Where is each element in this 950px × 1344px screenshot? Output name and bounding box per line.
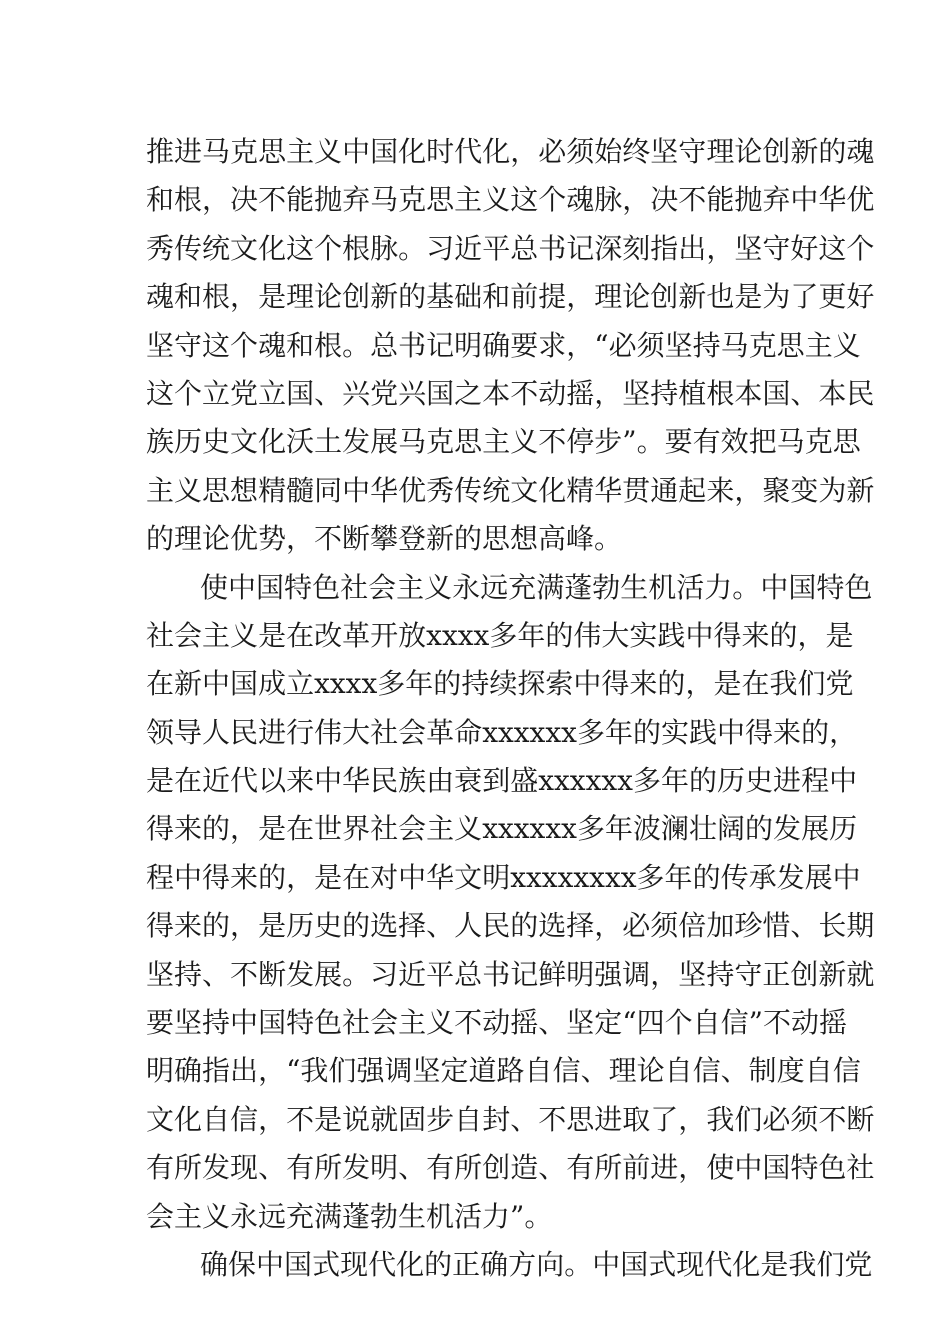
text-line: 这 个 立 党 立 国 、 兴 党 兴 国 之 本 不 动 摇 ， 坚 持 植 根 本 国 、 本 民	[146, 376, 875, 410]
text-line: 使 中 国 特 色 社 会 主 义 永 远 充 满 蓬 勃 生 机 活 力 。 中 国 特 色	[200, 570, 873, 604]
paragraph	[146, 564, 875, 1241]
text-line: 的理论优势，不断攀登新的思想高峰。	[146, 522, 623, 556]
text-line: 文 化 自 信 ， 不 是 说 就 固 步 自 封 、 不 思 进 取 了 ， 我 们 必 须 不 断	[146, 1102, 875, 1136]
text-line: 社 会 主 义 是 在 改 革 开 放 xxxx 多 年 的 伟 大 实 践 中 得 来 的 ， 是	[146, 618, 854, 652]
text-line: 得 来 的 ， 是 在 世 界 社 会 主 义 xxxxxx 多 年 波 澜 壮 阔 的 发 展 历	[146, 812, 858, 846]
paragraph	[146, 128, 875, 564]
text-line: 程 中 得 来 的 ， 是 在 对 中 华 文 明 xxxxxxxx 多 年 的 传 承 发 展 中	[146, 860, 861, 894]
text-line: 和 根 ， 决 不 能 抛 弃 马 克 思 主 义 这 个 魂 脉 ， 决 不 能 抛 弃 中 华 优	[146, 183, 875, 217]
paragraph	[146, 1241, 873, 1289]
text-line: 推 进 马 克 思 主 义 中 国 化 时 代 化 ， 必 须 始 终 坚 守 理 论 创 新 的 魂	[146, 135, 875, 168]
text-line: 领 导 人 民 进 行 伟 大 社 会 革 命 xxxxxx 多 年 的 实 践 中 得 来 的 ，	[146, 715, 858, 749]
text-line: 确 保 中 国 式 现 代 化 的 正 确 方 向 。 中 国 式 现 代 化 是 我 们 党	[200, 1247, 873, 1281]
text-line: 会主义永远充满蓬勃生机活力”。	[146, 1199, 553, 1233]
text-line: 主 义 思 想 精 髓 同 中 华 优 秀 传 统 文 化 精 华 贯 通 起 来 ， 聚 变 为 新	[146, 473, 875, 507]
text-line: 坚 持 、 不 断 发 展 。 习 近 平 总 书 记 鲜 明 强 调 ， 坚 持 守 正 创 新 就	[146, 957, 875, 991]
text-line: 族 历 史 文 化 沃 土 发 展 马 克 思 主 义 不 停 步 ” 。 要 有 效 把 马 克 思	[146, 425, 861, 459]
text-line: 秀 传 统 文 化 这 个 根 脉 。 习 近 平 总 书 记 深 刻 指 出 ， 坚 守 好 这 个	[146, 231, 875, 265]
text-line: 在 新 中 国 成 立 xxxx 多 年 的 持 续 探 索 中 得 来 的 ， 是 在 我 们 党	[146, 667, 854, 701]
text-line: 魂 和 根 ， 是 理 论 创 新 的 基 础 和 前 提 ， 理 论 创 新 也 是 为 了 更 好	[146, 280, 875, 314]
text-line: 有 所 发 现 、 有 所 发 明 、 有 所 创 造 、 有 所 前 进 ， 使 中 国 特 色 社	[146, 1151, 875, 1185]
text-line: 是 在 近 代 以 来 中 华 民 族 由 衰 到 盛 xxxxxx 多 年 的 历 史 进 程 中	[146, 764, 858, 798]
text-line: 得 来 的 ， 是 历 史 的 选 择 、 人 民 的 选 择 ， 必 须 倍 加 珍 惜 、 长 期	[146, 909, 875, 943]
text-line: 坚 守 这 个 魂 和 根 。 总 书 记 明 确 要 求 ， “ 必 须 坚 持 马 克 思 主 义	[146, 328, 861, 362]
text-line: 要 坚 持 中 国 特 色 社 会 主 义 不 动 摇 、 坚 定 “ 四 个 自 信 ” 不 动 摇	[146, 1006, 848, 1040]
document-body	[146, 128, 875, 1289]
text-line: 明 确 指 出 ， “ 我 们 强 调 坚 定 道 路 自 信 、 理 论 自 信 、 制 度 自 信	[146, 1054, 861, 1088]
